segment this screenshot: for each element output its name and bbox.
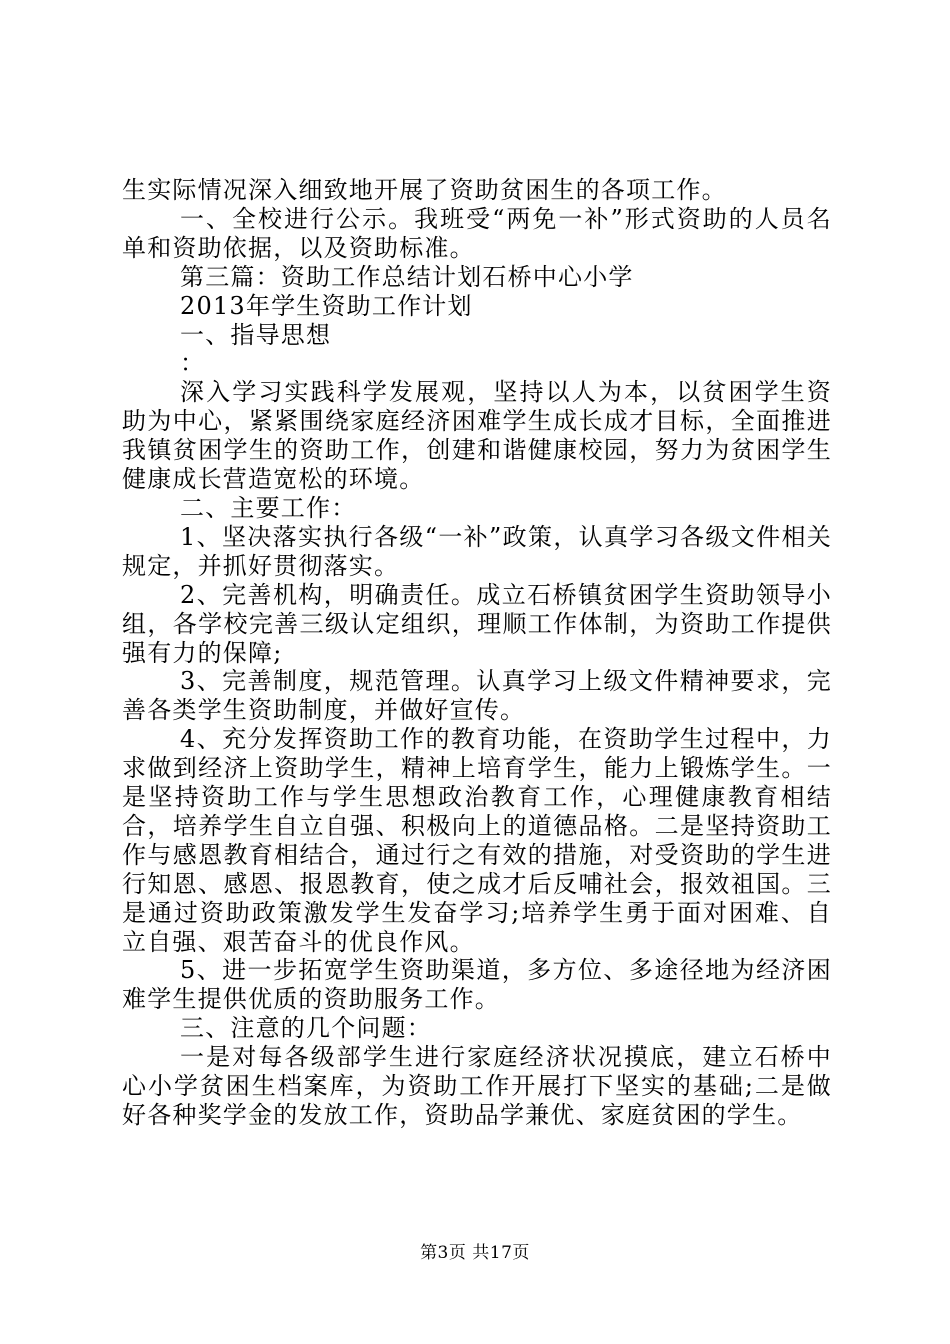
paragraph-item-3: 3、完善制度，规范管理。认真学习上级文件精神要求，完善各类学生资助制度，并做好宣传。 — [122, 667, 832, 725]
paragraph-guiding-content: 深入学习实践科学发展观，坚持以人为本，以贫困学生资助为中心，紧紧围绕家庭经济困难学生成长成才目标，全面推进我镇贫困学生的资助工作，创建和谐健康校园，努力为贫困学生健康成长营造宽松的环境。 — [122, 378, 832, 494]
heading-third-part: 第三篇：资助工作总结计划石桥中心小学 — [180, 262, 634, 291]
heading-issues: 三、注意的几个问题： — [180, 1014, 432, 1043]
page-footer: 第3页 共17页 — [420, 1243, 530, 1263]
document-body — [122, 176, 832, 1130]
paragraph-item-1: 1、坚决落实执行各级“一补”政策，认真学习各级文件相关规定，并抓好贯彻落实。 — [122, 522, 832, 580]
heading-plan-title: 2013年学生资助工作计划 — [180, 291, 473, 320]
paragraph-continuation: 生实际情况深入细致地开展了资助贫困生的各项工作。 — [122, 176, 727, 204]
colon-line: ： — [180, 349, 206, 378]
paragraph-item-2: 2、完善机构，明确责任。成立石桥镇贫困学生资助领导小组，各学校完善三级认定组织，理顺工作体制，为资助工作提供强有力的保障; — [122, 580, 832, 667]
paragraph-item-5: 5、进一步拓宽学生资助渠道，多方位、多途径地为经济困难学生提供优质的资助服务工作。 — [122, 956, 832, 1014]
paragraph-publicity: 一、全校进行公示。我班受“两免一补”形式资助的人员名单和资助依据，以及资助标准。 — [122, 204, 832, 262]
paragraph-item-4: 4、充分发挥资助工作的教育功能，在资助学生过程中，力求做到经济上资助学生，精神上培育学生，能力上锻炼学生。一是坚持资助工作与学生思想政治教育工作，心理健康教育相结合，培养学生自立自强、积极向上的道德品格。二是坚持资助工作与感恩教育相结合，通过行之有效的措施，对受资助的学生进行知恩、感恩、报恩教育，使之成才后反哺社会，报效祖国。三是通过资助政策激发学生发奋学习;培养学生勇于面对困难、自立自强、艰苦奋斗的优良作风。 — [122, 725, 832, 956]
paragraph-issues-content: 一是对每各级部学生进行家庭经济状况摸底，建立石桥中心小学贫困生档案库，为资助工作开展打下坚实的基础;二是做好各种奖学金的发放工作，资助品学兼优、家庭贫困的学生。 — [122, 1043, 832, 1129]
heading-guiding-thought: 一、指导思想 — [180, 320, 332, 349]
heading-main-work: 二、主要工作： — [180, 493, 357, 522]
